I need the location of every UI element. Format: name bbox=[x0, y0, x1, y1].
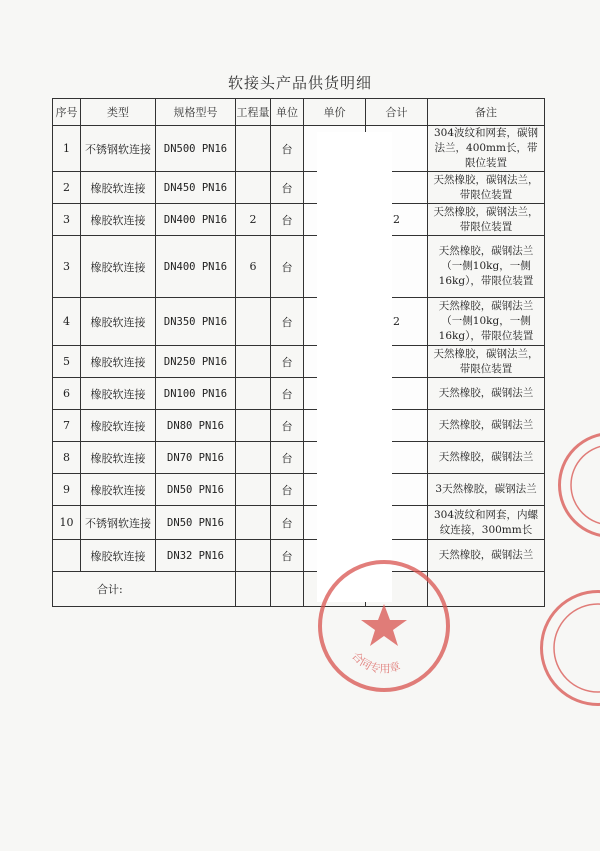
row-unit-cell: 台 bbox=[271, 410, 304, 442]
row-qty-cell bbox=[236, 540, 271, 572]
row-spec-cell: DN400 PN16 bbox=[156, 204, 236, 236]
row-type-cell: 橡胶软连接 bbox=[81, 378, 156, 410]
page-title: 软接头产品供货明细 bbox=[227, 74, 372, 92]
table-row bbox=[53, 378, 545, 410]
row-unit-cell: 台 bbox=[271, 298, 304, 346]
row-total-cell: 2 bbox=[366, 204, 428, 236]
row-type-cell: 不锈钢软连接 bbox=[81, 126, 156, 172]
row-note-cell: 天然橡胶，碳钢法兰，带限位装置 bbox=[428, 346, 545, 378]
col-header-total: 合计 bbox=[366, 99, 428, 126]
row-note-cell: 天然橡胶，碳钢法兰 bbox=[428, 410, 545, 442]
row-qty-cell bbox=[236, 346, 271, 378]
row-no-cell: 7 bbox=[53, 410, 81, 442]
row-type-cell: 橡胶软连接 bbox=[81, 298, 156, 346]
row-unit-cell: 台 bbox=[271, 442, 304, 474]
row-no-cell: 2 bbox=[53, 172, 81, 204]
edge-seal-lower bbox=[540, 590, 600, 706]
row-note-cell: 天然橡胶，碳钢法兰（一侧10kg，一侧16kg），带限位装置 bbox=[428, 236, 545, 298]
row-no-cell: 4 bbox=[53, 298, 81, 346]
row-type-cell: 橡胶软连接 bbox=[81, 474, 156, 506]
row-spec-cell: DN50 PN16 bbox=[156, 474, 236, 506]
table-row bbox=[53, 236, 545, 298]
row-spec-cell: DN500 PN16 bbox=[156, 126, 236, 172]
col-header-note: 备注 bbox=[428, 99, 545, 126]
row-no-cell: 1 bbox=[53, 126, 81, 172]
table-header-row bbox=[53, 99, 545, 126]
row-note-cell: 天然橡胶，碳钢法兰 bbox=[428, 442, 545, 474]
total-row bbox=[53, 572, 545, 607]
row-qty-cell bbox=[236, 442, 271, 474]
row-qty-cell bbox=[236, 298, 271, 346]
row-type-cell: 橡胶软连接 bbox=[81, 410, 156, 442]
row-no-cell: 8 bbox=[53, 442, 81, 474]
row-note-cell: 天然橡胶，碳钢法兰（一侧10kg，一侧16kg），带限位装置 bbox=[428, 298, 545, 346]
row-type-cell: 橡胶软连接 bbox=[81, 346, 156, 378]
seal-text: 合同专用章 bbox=[349, 649, 402, 676]
row-qty-cell: 6 bbox=[236, 236, 271, 298]
row-qty-cell bbox=[236, 506, 271, 540]
col-header-type: 类型 bbox=[81, 99, 156, 126]
row-type-cell: 橡胶软连接 bbox=[81, 236, 156, 298]
row-spec-cell: DN50 PN16 bbox=[156, 506, 236, 540]
row-unit-cell: 台 bbox=[271, 236, 304, 298]
row-spec-cell: DN100 PN16 bbox=[156, 378, 236, 410]
row-qty-cell bbox=[236, 474, 271, 506]
row-no-cell: 3 bbox=[53, 204, 81, 236]
redaction-block bbox=[317, 132, 392, 602]
row-qty-cell bbox=[236, 378, 271, 410]
row-spec-cell: DN450 PN16 bbox=[156, 172, 236, 204]
row-unit-cell: 台 bbox=[271, 540, 304, 572]
total-unit-cell bbox=[271, 572, 304, 607]
row-no-cell bbox=[53, 540, 81, 572]
row-unit-cell: 台 bbox=[271, 172, 304, 204]
row-note-cell: 天然橡胶，碳钢法兰，带限位装置 bbox=[428, 172, 545, 204]
row-note-cell: 天然橡胶，碳钢法兰，带限位装置 bbox=[428, 204, 545, 236]
row-spec-cell: DN250 PN16 bbox=[156, 346, 236, 378]
row-unit-cell: 台 bbox=[271, 126, 304, 172]
row-total-cell: 2 bbox=[366, 298, 428, 346]
total-label: 合计: bbox=[53, 572, 236, 607]
table-row bbox=[53, 204, 545, 236]
table-row bbox=[53, 442, 545, 474]
row-note-cell: 天然橡胶，碳钢法兰 bbox=[428, 540, 545, 572]
table-row bbox=[53, 346, 545, 378]
col-header-qty: 工程量 bbox=[236, 99, 271, 126]
col-header-unit: 单位 bbox=[271, 99, 304, 126]
row-type-cell: 橡胶软连接 bbox=[81, 172, 156, 204]
row-no-cell: 9 bbox=[53, 474, 81, 506]
row-qty-cell bbox=[236, 410, 271, 442]
table-row bbox=[53, 410, 545, 442]
table-row bbox=[53, 298, 545, 346]
row-spec-cell: DN350 PN16 bbox=[156, 298, 236, 346]
row-note-cell: 3天然橡胶，碳钢法兰 bbox=[428, 474, 545, 506]
table-row bbox=[53, 172, 545, 204]
row-type-cell: 橡胶软连接 bbox=[81, 442, 156, 474]
row-spec-cell: DN70 PN16 bbox=[156, 442, 236, 474]
table-row bbox=[53, 506, 545, 540]
row-note-cell: 304波纹和网套，碳钢法兰，400mm长，带限位装置 bbox=[428, 126, 545, 172]
row-no-cell: 5 bbox=[53, 346, 81, 378]
row-spec-cell: DN80 PN16 bbox=[156, 410, 236, 442]
total-qty-cell bbox=[236, 572, 271, 607]
row-qty-cell bbox=[236, 172, 271, 204]
row-note-cell: 304波纹和网套，内螺纹连接，300mm长 bbox=[428, 506, 545, 540]
col-header-spec: 规格型号 bbox=[156, 99, 236, 126]
row-no-cell: 3 bbox=[53, 236, 81, 298]
table-row bbox=[53, 540, 545, 572]
row-type-cell: 橡胶软连接 bbox=[81, 540, 156, 572]
col-header-no: 序号 bbox=[53, 99, 81, 126]
row-unit-cell: 台 bbox=[271, 378, 304, 410]
row-type-cell: 不锈钢软连接 bbox=[81, 506, 156, 540]
row-type-cell: 橡胶软连接 bbox=[81, 204, 156, 236]
row-spec-cell: DN32 PN16 bbox=[156, 540, 236, 572]
svg-text:合同专用章 bbox=[349, 649, 402, 676]
row-unit-cell: 台 bbox=[271, 506, 304, 540]
row-note-cell: 天然橡胶，碳钢法兰 bbox=[428, 378, 545, 410]
row-no-cell: 6 bbox=[53, 378, 81, 410]
row-unit-cell: 台 bbox=[271, 346, 304, 378]
company-seal bbox=[318, 560, 450, 692]
row-unit-cell: 台 bbox=[271, 474, 304, 506]
col-header-price: 单价 bbox=[304, 99, 366, 126]
row-qty-cell: 2 bbox=[236, 204, 271, 236]
row-spec-cell: DN400 PN16 bbox=[156, 236, 236, 298]
row-unit-cell: 台 bbox=[271, 204, 304, 236]
row-no-cell: 10 bbox=[53, 506, 81, 540]
table-row bbox=[53, 474, 545, 506]
row-qty-cell bbox=[236, 126, 271, 172]
table-row bbox=[53, 126, 545, 172]
edge-seal-upper bbox=[558, 432, 600, 538]
supply-detail-table bbox=[52, 98, 545, 607]
